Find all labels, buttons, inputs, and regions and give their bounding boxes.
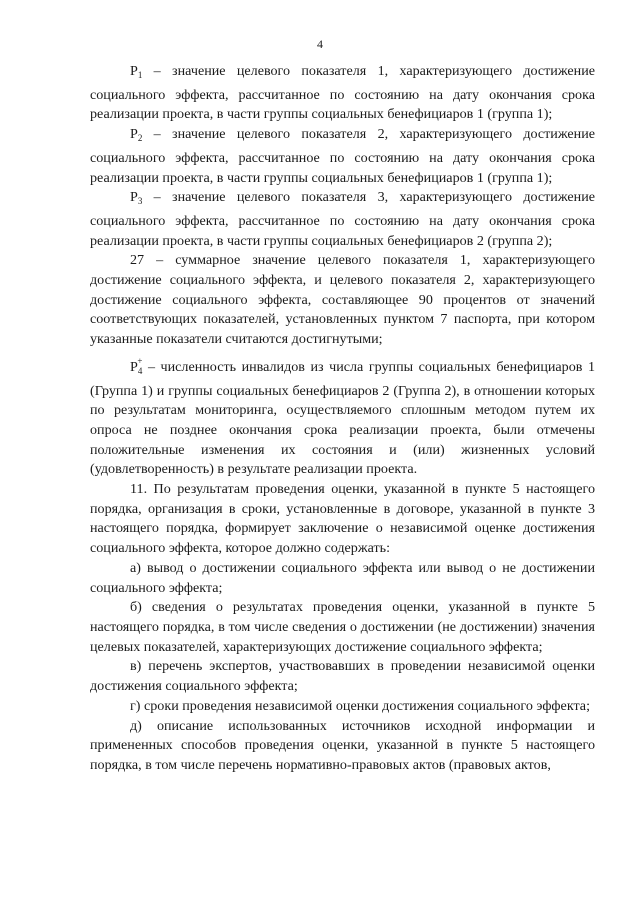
paragraph-item-b: б) сведения о результатах проведения оценки, указанной в пункте 5 настоящего порядка, в том числе сведения о достижении (не достижении) значения целевых показателей, характеризующих достижение социального эффекта; bbox=[90, 599, 595, 655]
paragraph-p3 bbox=[90, 188, 595, 251]
paragraph-item-a: а) вывод о достижении социального эффекта или вывод о не достижении социального эффекта; bbox=[90, 559, 595, 596]
symbol: P bbox=[130, 189, 138, 206]
paragraph-text: – значение целевого показателя 2, характеризующего достижение социального эффекта, рассчитанное по состоянию на дату окончания срока реализации проекта, в части группы социальных бенефициаров 1 (группа 1); bbox=[90, 126, 595, 186]
paragraph-text: – численность инвалидов из числа группы социальных бенефициаров 1 (Группа 1) и группы социальных бенефициаров 2 (Группа 2), в отношении которых по результатам мониторинга, осуществляемого сплошным методом путем их опроса не позднее окончания срока реализации проекта, были отмечены положительные изменения их состояния и (или) жизненных условий (удовлетворенность) в результате реализации проекта. bbox=[90, 358, 595, 478]
paragraph-item-d: д) описание использованных источников исходной информации и примененных способов проведения оценки, указанной в пункте 5 настоящего порядка, в том числе перечень нормативно-правовых актов (правовых актов, bbox=[90, 717, 595, 773]
symbol-subscript: 1 bbox=[137, 70, 143, 80]
paragraph-p4 bbox=[90, 352, 595, 480]
symbol-subscript: 3 bbox=[137, 196, 143, 207]
paragraph-text: – значение целевого показателя 1, характеризующего достижение социального эффекта, рассчитанное по состоянию на дату окончания срока реализации проекта, в части группы социальных бенефициаров 1 (группа 1); bbox=[90, 63, 595, 123]
paragraph-text: – значение целевого показателя 3, характеризующего достижение социального эффекта, рассчитанное по состоянию на дату окончания срока реализации проекта, в части группы социальных бенефициаров 2 (группа 2); bbox=[90, 189, 595, 249]
symbol: P bbox=[130, 126, 138, 143]
paragraph-p1 bbox=[90, 62, 595, 125]
paragraph-p2 bbox=[90, 125, 595, 188]
paragraph-item-g: г) сроки проведения независимой оценки достижения социального эффекта; bbox=[130, 697, 590, 714]
symbol: P bbox=[130, 63, 138, 79]
symbol-superscript: + bbox=[137, 355, 143, 366]
paragraph-item-11: 11. По результатам проведения оценки, указанной в пункте 5 настоящего порядка, организация в сроки, установленные в договоре, указанной в пункте 3 настоящего порядка, формирует заключение о независимой оценке достижения социального эффекта, которое должно содержать: bbox=[90, 481, 595, 557]
page-number: 4 bbox=[317, 37, 323, 51]
symbol-subscript: 2 bbox=[137, 133, 143, 144]
symbol-subscript: 4 bbox=[137, 365, 143, 376]
document-body bbox=[90, 62, 595, 776]
paragraph-sum: 27 – суммарное значение целевого показателя 1, характеризующего достижение социального эффекта, и целевого показателя 2, характеризующего достижение социального эффекта, составляющее 90 процентов от значений соответствующих показателей, установленных пунктом 7 паспорта, при котором указанные показатели считаются достигнутыми; bbox=[90, 252, 595, 348]
symbol: P bbox=[130, 358, 138, 375]
paragraph-item-v: в) перечень экспертов, участвовавших в проведении независимой оценки достижения социального эффекта; bbox=[90, 658, 595, 695]
